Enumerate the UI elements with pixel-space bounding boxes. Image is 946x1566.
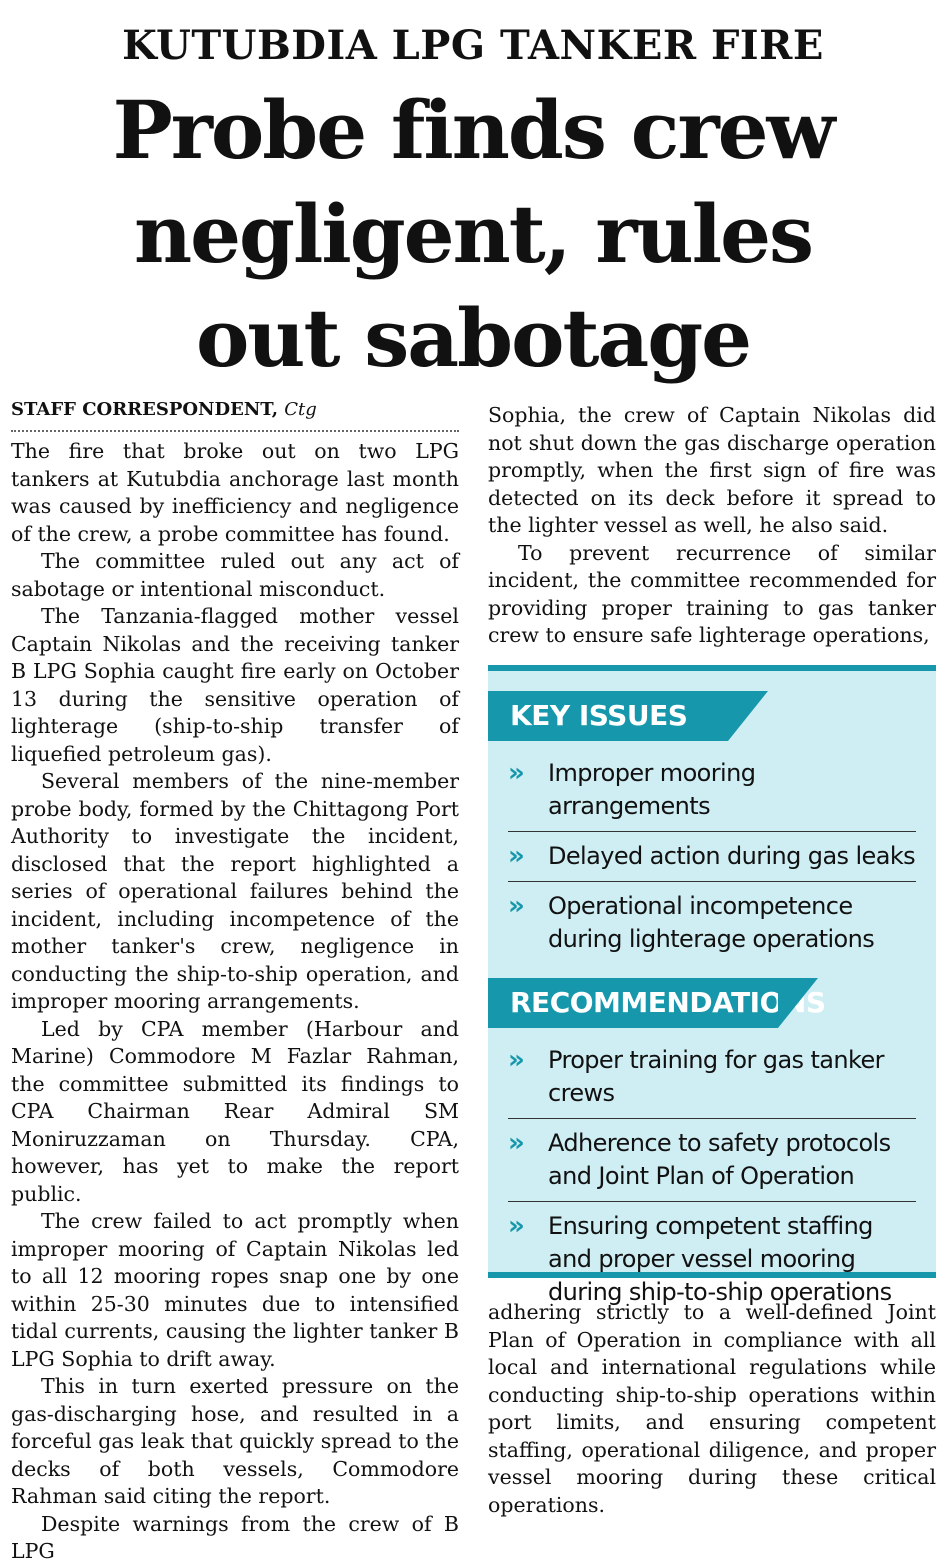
double-chevron-icon: » xyxy=(508,758,521,788)
list-item-text: Ensuring competent staffing and proper vessel mooring during ship-to-ship operations xyxy=(548,1212,892,1306)
body-paragraph: Several members of the nine-member probe body, formed by the Chittagong Port Authority to investigate the incident, disclosed that the report highlighted a series of operational failures behind the incident, including incompetence of the mother tanker's crew, negligence in conducting the ship-to-ship operation, and improper mooring arrangements. xyxy=(11,769,459,1013)
double-chevron-icon: » xyxy=(508,1045,521,1075)
body-paragraph: This in turn exerted pressure on the gas-discharging hose, and resulted in a forceful gas leak that quickly spread to the decks of both vessels, Commodore Rahman said citing the report. xyxy=(11,1374,459,1508)
right-column-top xyxy=(488,402,936,650)
recommendations-header xyxy=(488,978,936,1028)
key-issues-header xyxy=(488,691,936,741)
right-column-bottom xyxy=(488,1299,936,1519)
byline-author: STAFF CORRESPONDENT, xyxy=(11,399,278,420)
list-item xyxy=(508,832,916,882)
headline xyxy=(0,78,946,390)
list-item-text: Proper training for gas tanker crews xyxy=(548,1046,884,1107)
list-item xyxy=(508,882,916,964)
headline-line-1: Probe finds crew xyxy=(112,83,834,177)
byline-location: Ctg xyxy=(284,399,317,420)
body-paragraph: To prevent recurrence of similar incident, the committee recommended for providing proper training to gas tanker crew to ensure safe lighterage operations, xyxy=(488,540,936,647)
recommendations-title: RECOMMENDATIONS xyxy=(510,986,826,1019)
list-item xyxy=(508,1119,916,1202)
headline-line-2: negligent, rules xyxy=(133,187,813,281)
key-issues-band xyxy=(488,691,728,741)
kicker: KUTUBDIA LPG TANKER FIRE xyxy=(122,22,824,69)
double-chevron-icon: » xyxy=(508,1128,521,1158)
body-paragraph: Sophia, the crew of Captain Nikolas did not shut down the gas discharge operation promptly, when the first sign of fire was detected on its deck before it spread to the lighter vessel as well, he also said. xyxy=(488,403,936,537)
headline-line-3: out sabotage xyxy=(195,291,751,385)
list-item-text: Adherence to safety protocols and Joint Plan of Operation xyxy=(548,1129,891,1190)
list-item xyxy=(508,1036,916,1119)
double-chevron-icon: » xyxy=(508,841,521,871)
key-issues-title: KEY ISSUES xyxy=(510,699,688,732)
left-column xyxy=(11,398,459,1566)
body-paragraph: The crew failed to act promptly when improper mooring of Captain Nikolas led to all 12 mooring ropes snap one by one within 25-30 minutes due to intensified tidal currents, causing the lighter tanker B LPG Sophia to drift away. xyxy=(11,1209,459,1371)
byline xyxy=(11,398,459,432)
list-item xyxy=(508,749,916,832)
double-chevron-icon: » xyxy=(508,891,521,921)
recommendations-list xyxy=(508,1036,916,1317)
list-item-text: Improper mooring arrangements xyxy=(548,759,756,820)
key-issues-list xyxy=(508,749,916,964)
body-paragraph: adhering strictly to a well-defined Joint Plan of Operation in compliance with all local and international regulations while conducting ship-to-ship operations within port limits, and ensuring competent staffing, operational diligence, and proper vessel mooring during these critical operations. xyxy=(488,1300,936,1517)
body-paragraph: The Tanzania-flagged mother vessel Captain Nikolas and the receiving tanker B LPG Sophia caught fire early on October 13 during the sensitive operation of lighterage (ship-to-ship transfer of liquefied petroleum gas). xyxy=(11,604,459,766)
list-item-text: Operational incompetence during lighterage operations xyxy=(548,892,875,953)
body-paragraph: The committee ruled out any act of sabotage or intentional misconduct. xyxy=(11,549,459,601)
list-item-text: Delayed action during gas leaks xyxy=(548,842,916,870)
key-issues-box xyxy=(488,665,936,1306)
body-paragraph: Despite warnings from the crew of B LPG xyxy=(11,1511,459,1563)
recommendations-band xyxy=(488,978,826,1028)
double-chevron-icon: » xyxy=(508,1211,521,1241)
body-paragraph: Led by CPA member (Harbour and Marine) Commodore M Fazlar Rahman, the committee submitted its findings to CPA Chairman Rear Admiral SM Moniruzzaman on Thursday. CPA, however, has yet to make the report public. xyxy=(11,1016,459,1206)
body-paragraph: The fire that broke out on two LPG tankers at Kutubdia anchorage last month was caused by inefficiency and negligence of the crew, a probe committee has found. xyxy=(11,439,459,546)
